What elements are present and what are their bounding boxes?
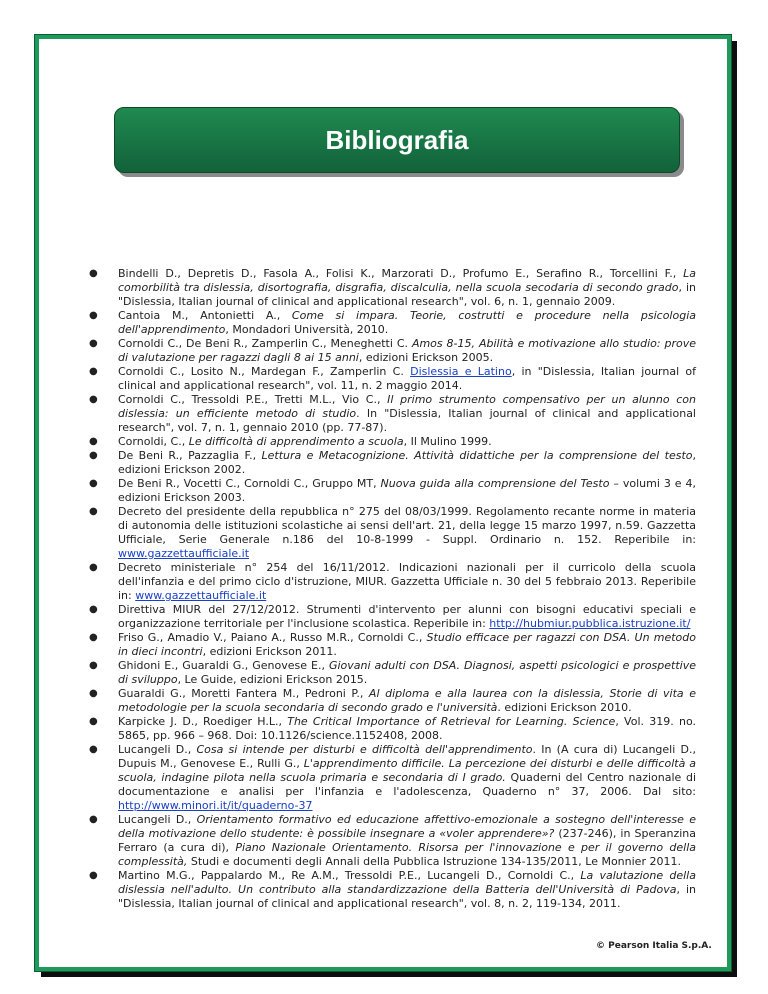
reference-item xyxy=(86,603,696,631)
reference-link[interactable]: Dislessia e Latino xyxy=(410,365,512,378)
reference-text: Guaraldi G., Moretti Fantera M., Pedroni P., xyxy=(118,687,369,700)
reference-item xyxy=(86,561,696,603)
reference-title: Studio efficace per ragazzi con DSA. Un metodo in dieci incontri xyxy=(118,631,697,658)
bullet-icon: ● xyxy=(89,394,98,405)
bibliography-list xyxy=(86,267,696,911)
reference-text: Decreto ministeriale n° 254 del 16/11/2012. Indicazioni nazionali per il curricolo della scuola dell'infanzia e del primo ciclo d'istruzione, MIUR. Gazzetta Ufficiale n. 30 del 5 febbraio 2013. Reperibile in: xyxy=(118,561,696,602)
reference-title: Come si impara. Teorie, costrutti e procedure nella psicologia dell'apprendimento xyxy=(118,309,696,336)
reference-item xyxy=(86,393,696,435)
reference-text: Cantoia M., Antonietti A., xyxy=(118,309,292,322)
reference-text: Studi e documenti degli Annali della Pubblica Istruzione 134-135/2011, Le Monnier 2011. xyxy=(187,855,681,868)
bullet-icon: ● xyxy=(89,870,98,881)
reference-text: – volumi 3 e 4, edizioni Erickson 2003. xyxy=(118,477,696,504)
reference-text: , Vol. 319. no. 5865, pp. 966 – 968. Doi: 10.1126/science.1152408, 2008. xyxy=(118,715,697,742)
reference-text: . In (A cura di) Lucangeli D., Dupuis M., Genovese E., Rulli G., xyxy=(118,743,696,770)
reference-text: , in "Dislessia, Italian journal of clinical and applicational research", vol. 6, n. 1, gennaio 2009. xyxy=(118,281,696,308)
bullet-icon: ● xyxy=(89,562,98,573)
reference-title: Giovani adulti con DSA. Diagnosi, aspetti psicologici e prospettive di sviluppo xyxy=(118,659,696,686)
bullet-icon: ● xyxy=(89,744,98,755)
bullet-icon: ● xyxy=(89,688,98,699)
bullet-icon: ● xyxy=(89,338,98,349)
reference-item xyxy=(86,743,696,813)
reference-link[interactable]: http://hubmiur.pubblica.istruzione.it/ xyxy=(489,617,691,630)
reference-text: Cornoldi C., De Beni R., Zamperlin C., Meneghetti C. xyxy=(118,337,412,350)
reference-text: , edizioni Erickson 2002. xyxy=(118,449,696,476)
bullet-icon: ● xyxy=(89,604,98,615)
reference-text: , Le Guide, edizioni Erickson 2015. xyxy=(177,673,368,686)
bullet-icon: ● xyxy=(89,716,98,727)
bullet-icon: ● xyxy=(89,436,98,447)
reference-text: Cornoldi, C., xyxy=(118,435,189,448)
reference-item xyxy=(86,365,696,393)
reference-text: Ghidoni E., Guaraldi G., Genovese E., xyxy=(118,659,329,672)
reference-text: . edizioni Erickson 2010. xyxy=(497,701,632,714)
reference-text: Decreto del presidente della repubblica n° 275 del 08/03/1999. Regolamento recante norme in materia di autonomia delle istituzioni scolastiche ai sensi dell'art. 21, della legge 15 marzo 1997, n.59. Gazzetta Ufficiale, Serie Generale n.186 del 10-8-1999 - Suppl. Ordinario n. 152. Reperibile in: xyxy=(118,505,696,546)
reference-title: La valutazione della dislessia nell'adulto. Un contributo alla standardizzazione della Batteria dell'Università di Padova xyxy=(118,869,696,896)
reference-text: . In "Dislessia, Italian journal of clinical and applicational research", vol. 7, n. 1, gennaio 2010 (pp. 77-87). xyxy=(118,407,696,434)
reference-link[interactable]: http://www.minori.it/it/quaderno-37 xyxy=(118,799,313,812)
reference-item xyxy=(86,813,696,869)
reference-text: Lucangeli D., xyxy=(118,813,197,826)
reference-item xyxy=(86,477,696,505)
reference-text: Direttiva MIUR del 27/12/2012. Strumenti d'intervento per alunni con bisogni educativi speciali e organizzazione territoriale per l'inclusione scolastica. Reperibile in: xyxy=(118,603,696,630)
bullet-icon: ● xyxy=(89,632,98,643)
reference-text: , in "Dislessia, Italian journal of clinical and applicational research", vol. 8, n. 2, 119-134, 2011. xyxy=(118,883,696,910)
reference-title: Cosa si intende per disturbi e difficoltà dell'apprendimento xyxy=(196,743,533,756)
reference-item xyxy=(86,449,696,477)
reference-title: The Critical Importance of Retrieval for Learning. Science xyxy=(287,715,616,728)
reference-link[interactable]: www.gazzettaufficiale.it xyxy=(118,547,250,560)
reference-text: De Beni R., Pazzaglia F., xyxy=(118,449,262,462)
reference-title: Nuova guida alla comprensione del Testo xyxy=(380,477,610,490)
reference-item xyxy=(86,309,696,337)
bullet-icon: ● xyxy=(89,814,98,825)
reference-item xyxy=(86,631,696,659)
reference-item xyxy=(86,505,696,561)
bullet-icon: ● xyxy=(89,310,98,321)
reference-text: Martino M.G., Pappalardo M., Re A.M., Tressoldi P.E., Lucangeli D., Cornoldi C., xyxy=(118,869,581,882)
reference-item xyxy=(86,715,696,743)
page-title: Bibliografia xyxy=(325,124,469,155)
title-banner xyxy=(114,107,680,173)
reference-title: La comorbilità tra dislessia, disortografia, disgrafia, discalculia, nella scuola secodaria di secondo grado xyxy=(118,267,696,294)
reference-text: , edizioni Erickson 2005. xyxy=(358,351,494,364)
copyright-footer: © Pearson Italia S.p.A. xyxy=(596,941,712,951)
reference-text: , Il Mulino 1999. xyxy=(403,435,492,448)
reference-text: Quaderni del Centro nazionale di documentazione e analisi per l'infanzia e l'adolescenza, Quaderno n° 37, 2006. Dal sito: xyxy=(118,771,696,798)
reference-item xyxy=(86,337,696,365)
reference-title: Orientamento formativo ed educazione affettivo-emozionale a sostegno dell'interesse e della motivazione dello studente: è possibile insegnare a «voler apprendere»? xyxy=(118,813,696,840)
reference-text: De Beni R., Vocetti C., Cornoldi C., Gruppo MT, xyxy=(118,477,381,490)
bullet-icon: ● xyxy=(89,478,98,489)
reference-title: Piano Nazionale Orientamento. Risorsa per l'innovazione e per il governo della complessità, xyxy=(118,841,696,868)
reference-title: Le difficoltà di apprendimento a scuola xyxy=(188,435,404,448)
reference-title: Il primo strumento compensativo per un alunno con dislessia: un efficiente metodo di studio xyxy=(118,393,696,420)
bullet-icon: ● xyxy=(89,366,98,377)
reference-item xyxy=(86,267,696,309)
reference-text: Karpicke J. D., Roediger H.L., xyxy=(118,715,288,728)
reference-text: Bindelli D., Depretis D., Fasola A., Folisi K., Marzorati D., Profumo E., Serafino R., Torcellini F., xyxy=(118,267,684,280)
reference-item xyxy=(86,659,696,687)
bullet-icon: ● xyxy=(89,268,98,279)
reference-item xyxy=(86,687,696,715)
reference-text: , edizioni Erickson 2011. xyxy=(202,645,337,658)
reference-text: Cornoldi C., Tressoldi P.E., Tretti M.L., Vio C., xyxy=(118,393,388,406)
reference-title: Al diploma e alla laurea con la dislessia, Storie di vita e metodologie per la scuola secondaria di secondo grado e l'università xyxy=(118,687,696,714)
reference-title: L'apprendimento difficile. La percezione dei disturbi e delle difficoltà a scuola, indagine pilota nella scuola primaria e secondaria di I grado. xyxy=(118,757,696,784)
reference-text: Lucangeli D., xyxy=(118,743,197,756)
bullet-icon: ● xyxy=(89,506,98,517)
reference-item xyxy=(86,435,696,449)
reference-text: (237-246), in Speranzina Ferraro (a cura di), xyxy=(118,827,696,854)
reference-text: Friso G., Amadio V., Paiano A., Russo M.R., Cornoldi C., xyxy=(118,631,427,644)
reference-link[interactable]: www.gazzettaufficiale.it xyxy=(135,589,267,602)
reference-text: , in "Dislessia, Italian journal of clinical and applicational research", vol. 11, n. 2 maggio 2014. xyxy=(118,365,696,392)
reference-text: Cornoldi C., Losito N., Mardegan F., Zamperlin C. xyxy=(118,365,411,378)
reference-title: Amos 8-15, Abilità e motivazione allo studio: prove di valutazione per ragazzi dagli 8 ai 15 anni xyxy=(118,337,696,364)
bullet-icon: ● xyxy=(89,660,98,671)
reference-title: Lettura e Metacognizione. Attività didattiche per la comprensione del testo xyxy=(261,449,693,462)
reference-item xyxy=(86,869,696,911)
bullet-icon: ● xyxy=(89,450,98,461)
reference-text: , Mondadori Università, 2010. xyxy=(225,323,389,336)
